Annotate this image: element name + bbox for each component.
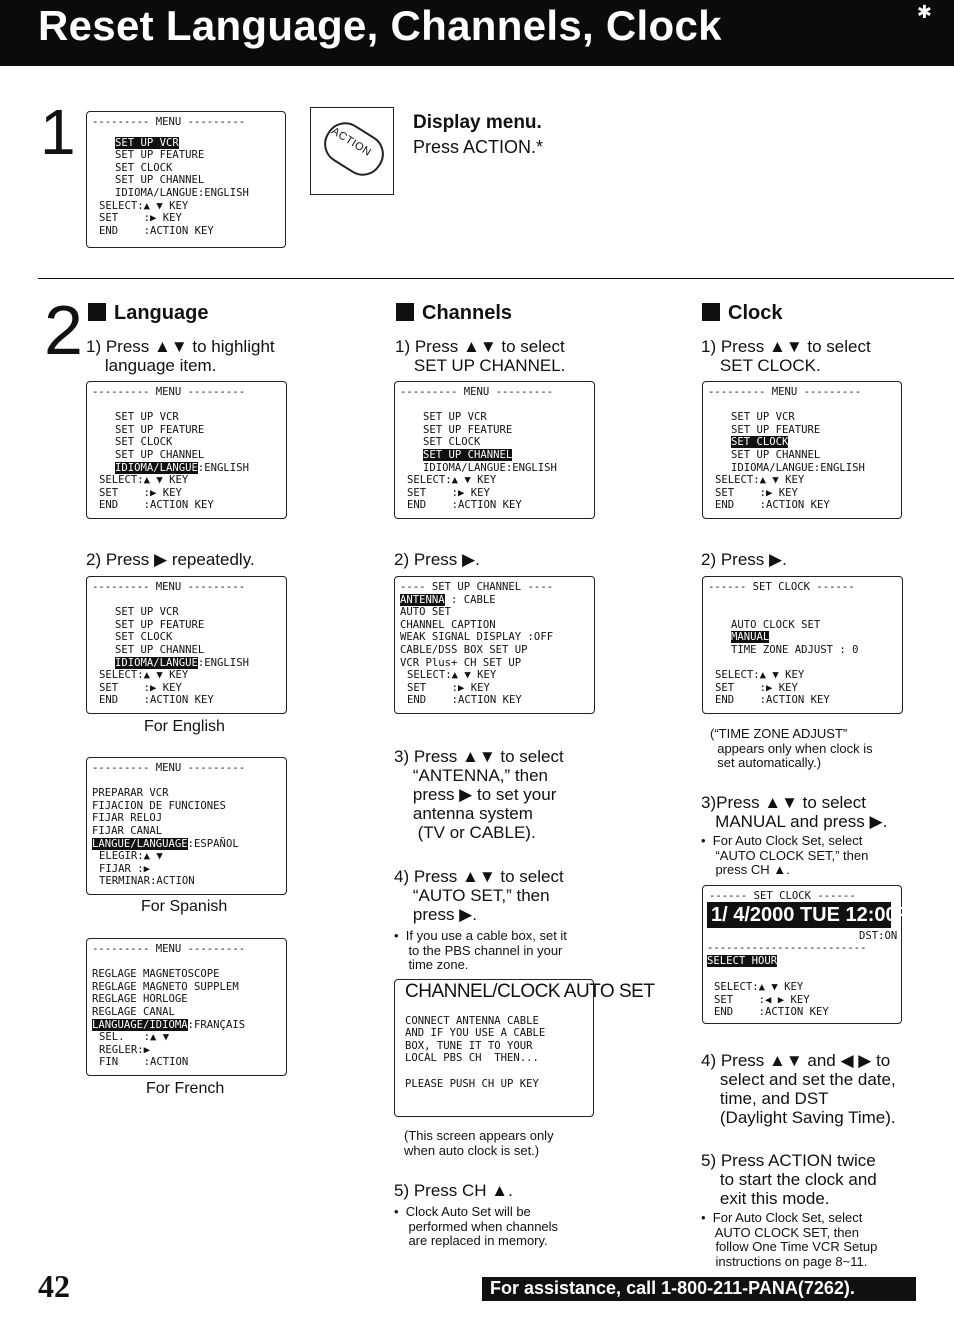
clock-heading: Clock (702, 302, 782, 325)
channels-step5: 5) Press CH ▲. (394, 1181, 513, 1200)
clock-note3: • For Auto Clock Set, select “AUTO CLOCK SET,” then press CH ▲. (701, 833, 869, 877)
page-title: Reset Language, Channels, Clock (38, 2, 722, 49)
step1-instruction: Press ACTION.* (413, 137, 544, 157)
divider (38, 278, 954, 279)
corner-mark-icon: ✱ (916, 2, 932, 22)
page-number: 42 (38, 1268, 70, 1304)
action-button-illustration: ACTION (310, 107, 394, 195)
channels-note5: • Clock Auto Set will be performed when channels are replaced in memory. (394, 1204, 559, 1248)
set-clock-screen: ------ SET CLOCK ------ AUTO CLOCK SET MANUAL TIME ZONE ADJUST : 0 SELECT:▲ ▼ KEY SET :▶ KEY END :ACTION KEY (702, 576, 903, 714)
clock-step2: 2) Press ▶. (701, 550, 787, 569)
language-heading: Language (88, 302, 208, 325)
step-number-1: 1 (40, 96, 76, 168)
clock-tz-note: (“TIME ZONE ADJUST” appears only when clock is set automatically.) (710, 726, 873, 770)
clock-date-time-display: 1/ 4/2000 TUE 12:00PM (707, 902, 891, 928)
caption-french: For French (146, 1080, 225, 1097)
channels-step4: 4) Press ▲▼ to select “AUTO SET,” then press ▶. (394, 867, 564, 924)
clock-menu-screen1: --------- MENU --------- SET UP VCR SET UP FEATURE SET CLOCK SET UP CHANNEL IDIOMA/LANGUE:ENGLISH SELECT:▲ ▼ KEY SET :▶ KEY END :ACTION KEY (702, 381, 902, 519)
channels-screen-note: (This screen appears only when auto clock is set.) (404, 1128, 554, 1158)
auto-set-screen: CHANNEL/CLOCK AUTO SET CONNECT ANTENNA CABLE AND IF YOU USE A CABLE BOX, TUNE IT TO YOUR LOCAL PBS CH THEN... PLEASE PUSH CH UP KEY (394, 979, 594, 1117)
highlight-language: LANGUAGE/IDIOMA (92, 1018, 188, 1031)
clock-step4: 4) Press ▲▼ and ◀ ▶ to select and set the date, time, and DST (Daylight Saving Time). (701, 1051, 896, 1127)
highlight-manual: MANUAL (731, 631, 770, 644)
channels-note4: • If you use a cable box, set it to the PBS channel in your time zone. (394, 928, 567, 972)
menu-screen-step1: --------- MENU --------- SET UP VCR SET UP FEATURE SET CLOCK SET UP CHANNEL IDIOMA/LANGUE:ENGLISH SELECT:▲ ▼ KEY SET :▶ KEY END :ACTION KEY (86, 111, 286, 248)
highlight-select-hour: SELECT HOUR (707, 955, 778, 967)
set-up-channel-screen: ---- SET UP CHANNEL ---- ANTENNA : CABLE AUTO SET CHANNEL CAPTION WEAK SIGNAL DISPLAY :OFF CABLE/DSS BOX SET UP VCR Plus+ CH SET UP SELECT:▲ ▼ KEY SET :▶ KEY END :ACTION KEY (394, 576, 595, 714)
channels-step3: 3) Press ▲▼ to select “ANTENNA,” then press ▶ to set your antenna system (TV or CABLE). (394, 747, 564, 842)
manual-clock-screen: ------ SET CLOCK ------ 1/ 4/2000 TUE 12:00PM DST:ON ------------------------- SELECT HOUR SELECT:▲ ▼ KEY SET :◀ ▶ KEY END :ACTION KEY (702, 885, 902, 1024)
highlight-idioma: IDIOMA/LANGUE (115, 656, 198, 669)
clock-step1: 1) Press ▲▼ to select SET CLOCK. (701, 337, 871, 375)
highlight-idioma: IDIOMA/LANGUE (115, 461, 198, 474)
highlight-antenna: ANTENNA (400, 593, 445, 606)
highlight-set-up-channel: SET UP CHANNEL (423, 448, 513, 461)
auto-set-title: CHANNEL/CLOCK AUTO SET (405, 981, 655, 1002)
language-menu-screen2: --------- MENU --------- SET UP VCR SET UP FEATURE SET CLOCK SET UP CHANNEL IDIOMA/LANGUE:ENGLISH SELECT:▲ ▼ KEY SET :▶ KEY END :ACTION KEY (86, 576, 287, 714)
channels-step2: 2) Press ▶. (394, 550, 480, 569)
clock-note5: • For Auto Clock Set, select AUTO CLOCK SET, then follow One Time VCR Setup instructions on page 8~11. (701, 1210, 878, 1269)
clock-step3: 3)Press ▲▼ to select MANUAL and press ▶. (701, 793, 888, 831)
channels-step1: 1) Press ▲▼ to select SET UP CHANNEL. (395, 337, 566, 375)
language-step1: 1) Press ▲▼ to highlight language item. (86, 337, 275, 375)
channels-menu-screen1: --------- MENU --------- SET UP VCR SET UP FEATURE SET CLOCK SET UP CHANNEL IDIOMA/LANGUE:ENGLISH SELECT:▲ ▼ KEY SET :▶ KEY END :ACTION KEY (394, 381, 595, 519)
step-number-2: 2 (44, 291, 83, 369)
language-step2: 2) Press ▶ repeatedly. (86, 550, 255, 569)
highlight-langue: LANGUE/LANGUAGE (92, 837, 188, 850)
highlight-set-clock: SET CLOCK (731, 436, 789, 449)
caption-spanish: For Spanish (141, 898, 228, 915)
language-menu-spanish: --------- MENU --------- PREPARAR VCR FIJACION DE FUNCIONES FIJAR RELOJ FIJAR CANAL LANGUE/LANGUAGE:ESPAÑOL ELEGIR:▲ ▼ FIJAR :▶ TERMINAR:ACTION (86, 757, 287, 895)
step1-title: Display menu. (413, 112, 542, 133)
language-menu-french: --------- MENU --------- REGLAGE MAGNETOSCOPE REGLAGE MAGNETO SUPPLEM REGLAGE HORLOGE REGLAGE CANAL LANGUAGE/IDIOMA:FRANÇAIS SEL. :▲ ▼ REGLER:▶ FIN :ACTION (86, 938, 287, 1076)
clock-step5: 5) Press ACTION twice to start the clock and exit this mode. (701, 1151, 877, 1208)
channels-heading: Channels (396, 302, 512, 325)
caption-english: For English (144, 718, 225, 735)
language-menu-screen1: --------- MENU --------- SET UP VCR SET UP FEATURE SET CLOCK SET UP CHANNEL IDIOMA/LANGUE:ENGLISH SELECT:▲ ▼ KEY SET :▶ KEY END :ACTION KEY (86, 381, 287, 519)
highlight-set-up-vcr: SET UP VCR (115, 136, 179, 149)
assistance-text: For assistance, call 1-800-211-PANA(7262). (490, 1278, 855, 1298)
